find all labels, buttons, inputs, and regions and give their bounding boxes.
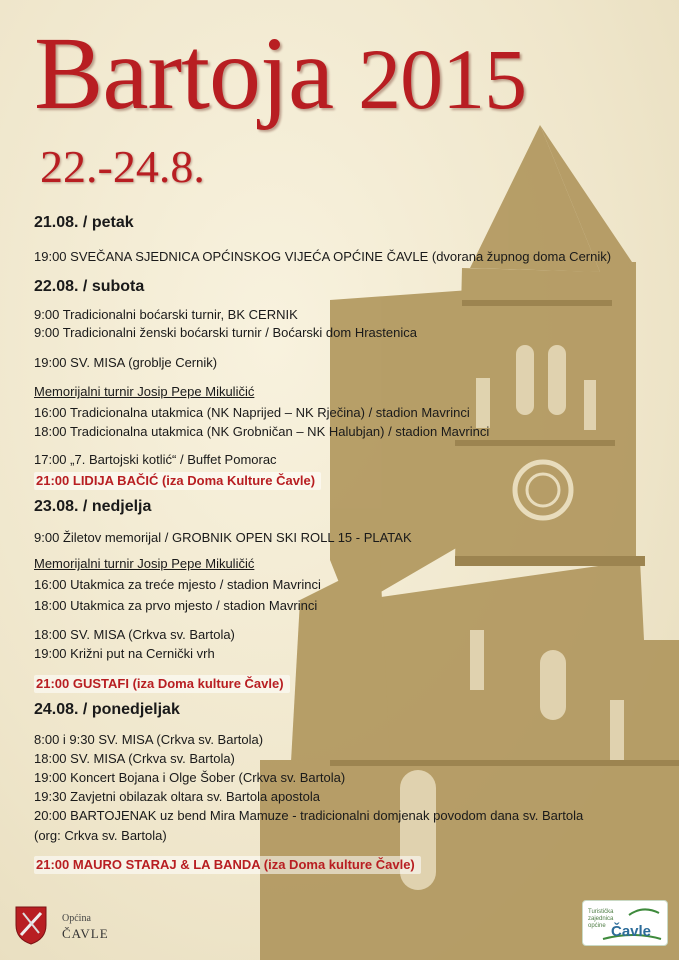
event-text: Žiletov memorijal / GROBNIK OPEN SKI ROLL 15 - PLATAK (62, 530, 412, 545)
tournament-heading: Memorijalni turnir Josip Pepe Mikuličić (34, 384, 255, 399)
event-dates: 22.-24.8. (40, 141, 205, 192)
day-heading: 23.08. / nedjelja (34, 498, 152, 515)
event-text: BARTOJENAK uz bend Mira Mamuze - tradicionalni domjenak povodom dana sv. Bartola (70, 808, 584, 823)
tourist-board-logo-icon (582, 900, 668, 946)
event-text: MAURO STARAJ & LA BANDA (iza Doma kulture Čavle) (72, 857, 415, 872)
event-text: „7. Bartojski kotlić“ / Buffet Pomorac (70, 452, 277, 467)
event-line (34, 828, 167, 844)
day-heading: 21.08. / petak (34, 214, 134, 231)
tournament-heading: Memorijalni turnir Josip Pepe Mikuličić (34, 556, 255, 571)
event-line (34, 751, 235, 767)
event-line (34, 789, 320, 805)
event-time: 21:00 (36, 473, 70, 488)
event-time: 20:00 (34, 808, 67, 823)
event-time: 16:00 (34, 577, 67, 592)
event-time: 19:00 (34, 355, 67, 370)
event-time: 19:30 (34, 789, 67, 804)
event-text: Utakmica za prvo mjesto / stadion Mavrinci (70, 598, 318, 613)
highlight-event (34, 856, 421, 874)
event-line (34, 577, 321, 593)
event-text: Tradicionalna utakmica (NK Grobničan – NK Halubjan) / stadion Mavrinci (69, 424, 490, 439)
event-time: 19:00 (34, 249, 67, 264)
event-text: LIDIJA BAČIĆ (iza Doma Kulture Čavle) (72, 473, 316, 488)
highlight-event (34, 675, 290, 693)
event-text: SVEČANA SJEDNICA OPĆINSKOG VIJEĆA OPĆINE ČAVLE (dvorana župnog doma Cernik) (70, 249, 612, 264)
event-line (34, 530, 412, 546)
event-line (34, 598, 317, 614)
event-time: 18:00 (34, 424, 67, 439)
tourist-board-town: Čavle (611, 923, 652, 940)
event-line (34, 424, 489, 440)
event-time: 18:00 (34, 751, 67, 766)
event-text: Koncert Bojana i Olge Šober (Crkva sv. Bartola) (70, 770, 346, 785)
event-text: Tradicionalni boćarski turnir, BK CERNIK (62, 307, 298, 322)
event-text: Križni put na Cernički vrh (70, 646, 215, 661)
event-line (34, 325, 417, 341)
event-text: Tradicionalni ženski boćarski turnir / Boćarski dom Hrastenica (62, 325, 417, 340)
event-time: 9:00 (34, 530, 60, 545)
event-time: 16:00 (34, 405, 67, 420)
day-heading: 22.08. / subota (34, 278, 145, 295)
title-word: Bartoja (34, 16, 334, 131)
event-text: SV. MISA (Crkva sv. Bartola) (70, 751, 235, 766)
event-text: SV. MISA (groblje Cernik) (70, 355, 218, 370)
event-text: Tradicionalna utakmica (NK Naprijed – NK Rječina) / stadion Mavrinci (69, 405, 470, 420)
event-text: (org: Crkva sv. Bartola) (34, 828, 167, 843)
event-time: 17:00 (34, 452, 67, 467)
event-line (34, 770, 345, 786)
event-text: SV. MISA (Crkva sv. Bartola) (70, 627, 235, 642)
event-line (34, 307, 298, 323)
event-line (34, 646, 215, 662)
event-time: 19:00 (34, 770, 67, 785)
event-text: GUSTAFI (iza Doma kulture Čavle) (72, 676, 284, 691)
event-time: 21:00 (36, 676, 70, 691)
event-text: SV. MISA (Crkva sv. Bartola) (98, 732, 264, 747)
municipality-label: Općina (62, 913, 91, 924)
event-time: 19:00 (34, 646, 67, 661)
event-time: 8:00 i 9:30 (34, 732, 95, 747)
event-line (34, 405, 470, 421)
coat-of-arms-icon (14, 905, 48, 945)
event-line (34, 808, 583, 824)
event-line (34, 355, 217, 371)
tourist-board-label: Turistička zajednica općine (588, 909, 614, 929)
event-time: 9:00 (34, 325, 60, 340)
event-line (34, 627, 235, 643)
event-line (34, 452, 277, 468)
event-time: 9:00 (34, 307, 60, 322)
event-text: Utakmica za treće mjesto / stadion Mavrinci (70, 577, 321, 592)
event-line (34, 249, 611, 265)
event-time: 18:00 (34, 627, 67, 642)
event-time: 21:00 (36, 857, 70, 872)
day-heading: 24.08. / ponedjeljak (34, 701, 180, 718)
title-year: 2015 (358, 31, 527, 127)
event-text: Zavjetni obilazak oltara sv. Bartola apostola (70, 789, 320, 804)
highlight-event (34, 472, 321, 490)
municipality-name: ČAVLE (62, 926, 109, 941)
event-time: 18:00 (34, 598, 67, 613)
event-line (34, 732, 263, 748)
poster-title (34, 14, 526, 139)
